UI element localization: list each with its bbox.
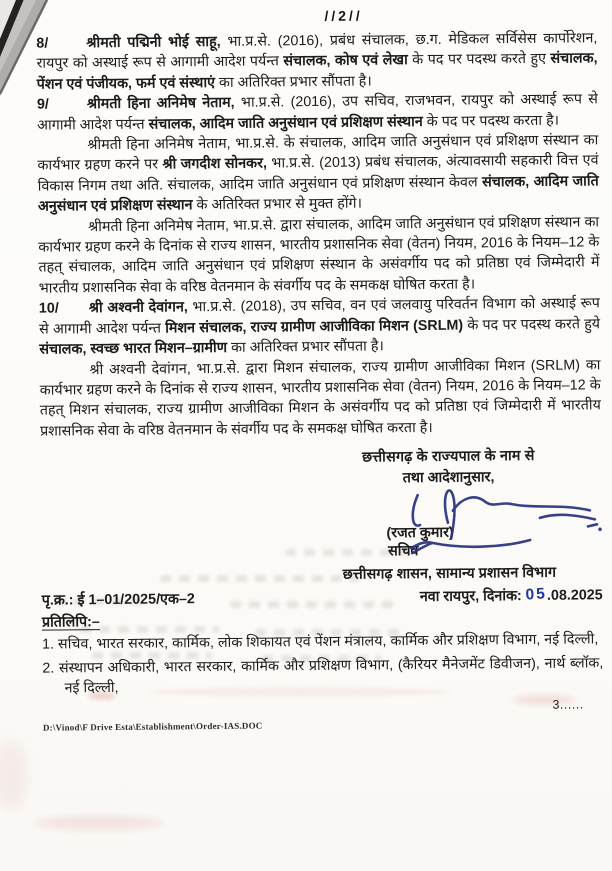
handwritten-date-day: 05 [525, 585, 548, 604]
paragraph-text: संचालक, स्वच्छ भारत मिशन–ग्रामीण [39, 339, 228, 358]
copy-recipient-list [42, 629, 604, 699]
page-continuation-marker: 3...... [552, 697, 584, 712]
paragraph-text: के पद पर पदस्थ करते हुये [462, 315, 601, 334]
paragraph-number: 9/ [36, 96, 49, 113]
paragraph-number: 8/ [36, 35, 49, 52]
paragraph-text: भा.प्र.से. (2016), प्रबंध संचालक, छ.ग. मेडिकल सर्विसेस कार्पोरेशन, रायपुर को अस्थाई रूप से आगामी आदेश पर्यन्त [36, 30, 598, 73]
date-rest: .08.2025 [546, 587, 603, 604]
pink-stain [34, 816, 164, 830]
paragraph-text: श्री अश्वनी देवांगन, भा.प्र.से. द्वारा मिशन संचालक, राज्य ग्रामीण आजीविका मिशन (SRLM) का कार्यभार ग्रहण करने के दिनांक से राज्य शासन, भारतीय प्रशासनिक सेवा (वेतन) नियम, 2016 के नियम–12 के तहत् मिशन संचालक, राज्य ग्रामीण आजीविका मिशन के असंवर्गीय पद को प्रतिष्ठा एवं जिम्मेदारी में भारतीय प्रशासनिक सेवा के वरिष्ठ वेतनमान के संवर्गीय पद के समकक्ष घोषित करता है। [39, 356, 601, 440]
order-paragraph [39, 294, 601, 361]
paragraph-text: संचालक, कोष एवं लेखा [283, 52, 408, 70]
authority-line: तथा आदेशानुसार, [402, 469, 495, 487]
paragraph-text: संचालक, आदिम जाति अनुसंधान एवं प्रशिक्षण संस्थान [37, 173, 599, 215]
paragraph-text: श्रीमती पद्मिनी भोई साहू, [86, 33, 221, 52]
paragraph-text: भा.प्र.से. (2016), उप सचिव, राजभवन, रायपुर को अस्थाई रूप से आगामी आदेश पर्यन्त [37, 91, 598, 134]
paragraph-text: भा.प्र.से. (2018), उप सचिव, वन एवं जलवायु परिवर्तन विभाग को अस्थाई रूप से आगामी आदेश पर्यन्त [39, 295, 600, 338]
signer-name: (रजत कुमार) [386, 524, 454, 542]
scan-corner-artifact [0, 0, 140, 150]
paragraph-text: श्रीमती हिना अनिमेष नेताम, [86, 95, 235, 113]
paragraph-text: श्री जगदीश सोनकर, [162, 155, 268, 173]
paragraph-text: का अतिरिक्त प्रभार सौंपता है। [214, 73, 372, 91]
authority-line: छत्तीसगढ़ के राज्यपाल के नाम से [361, 448, 535, 466]
paragraph-text: श्रीमती हिना अनिमेष नेताम, भा.प्र.से. के संचालक, आदिम जाति अनुसंधान एवं प्रशिक्षण संस्थान का कार्यभार ग्रहण करने पर [37, 132, 599, 175]
signer-title: सचिव [387, 543, 419, 560]
paragraph-text: संचालक, पेंशन एवं पंजीयक, फर्म एवं संस्थाएं [36, 50, 598, 93]
place-date-label: नवा रायपुर, दिनांक: [419, 588, 522, 606]
paragraph-text: संचालक, आदिम जाति अनुसंधान एवं प्रशिक्षण संस्थान [148, 113, 423, 133]
order-paragraph [38, 212, 600, 299]
paragraph-text: के पद पर पदस्थ करते हुए [407, 51, 551, 69]
paragraph-text: श्री अश्वनी देवांगन, [88, 299, 188, 317]
document-file-path: D:\Vinod\F Drive Esta\Establishment\Order-IAS.DOC [42, 720, 263, 733]
copy-recipient: 2. संस्थापन अधिकारी, भारत सरकार, कार्मिक और प्रशिक्षण विभाग, (कैरियर मैनेजमेंट डिवीजन), नार्थ ब्लॉक, नई दिल्ली, [42, 654, 604, 697]
paragraph-text: भा.प्र.से. (2013) प्रबंध संचालक, अंत्यावसायी सहकारी वित्त एवं विकास निगम तथा अति. संचालक, आदिम जाति अनुसंधान एवं प्रशिक्षण संस्थान केवल [37, 152, 599, 195]
file-number: पृ.क्र.: ई 1–01/2025/एक–2 [41, 591, 195, 609]
reference-row [42, 585, 603, 609]
paragraph-text: के अतिरिक्त प्रभार से मुक्त होंगे। [192, 195, 363, 214]
copy-recipient: 1. सचिव, भारत सरकार, कार्मिक, लोक शिकायत एवं पेंशन मंत्रालय, कार्मिक और प्रशिक्षण विभाग, नई दिल्ली, [42, 631, 599, 653]
paragraph-number: 10/ [38, 300, 59, 317]
pink-stain [0, 740, 28, 810]
place-date [420, 585, 603, 606]
paragraph-text: मिशन संचालक, राज्य ग्रामीण आजीविका मिशन (SRLM) [165, 317, 464, 337]
paragraph-text: के पद पर पदस्थ करता है। [422, 112, 560, 130]
paragraph-text: श्रीमती हिना अनिमेष नेताम, भा.प्र.से. द्वारा संचालक, आदिम जाति अनुसंधान एवं प्रशिक्षण संस्थान का कार्यभार ग्रहण करने के दिनांक से राज्य शासन, भारतीय प्रशासनिक सेवा (वेतन) नियम, 2016 के नियम–12 के तहत् संचालक, आदिम जाति अनुसंधान एवं प्रशिक्षण संस्थान के असंवर्गीय पद को प्रतिष्ठा एवं जिम्मेदारी में भारतीय प्रशासनिक सेवा के वरिष्ठ वेतनमान के संवर्गीय पद के समकक्ष घोषित करता है। [38, 213, 600, 297]
order-paragraph [39, 355, 601, 442]
signer-department: छत्तीसगढ़ शासन, सामान्य प्रशासन विभाग [342, 564, 557, 583]
paragraph-text: का अतिरिक्त प्रभार सौंपता है। [226, 338, 384, 356]
page-number: //2// [324, 7, 363, 24]
copy-to-label: प्रतिलिपि:– [41, 614, 100, 631]
signature-block [297, 445, 600, 585]
